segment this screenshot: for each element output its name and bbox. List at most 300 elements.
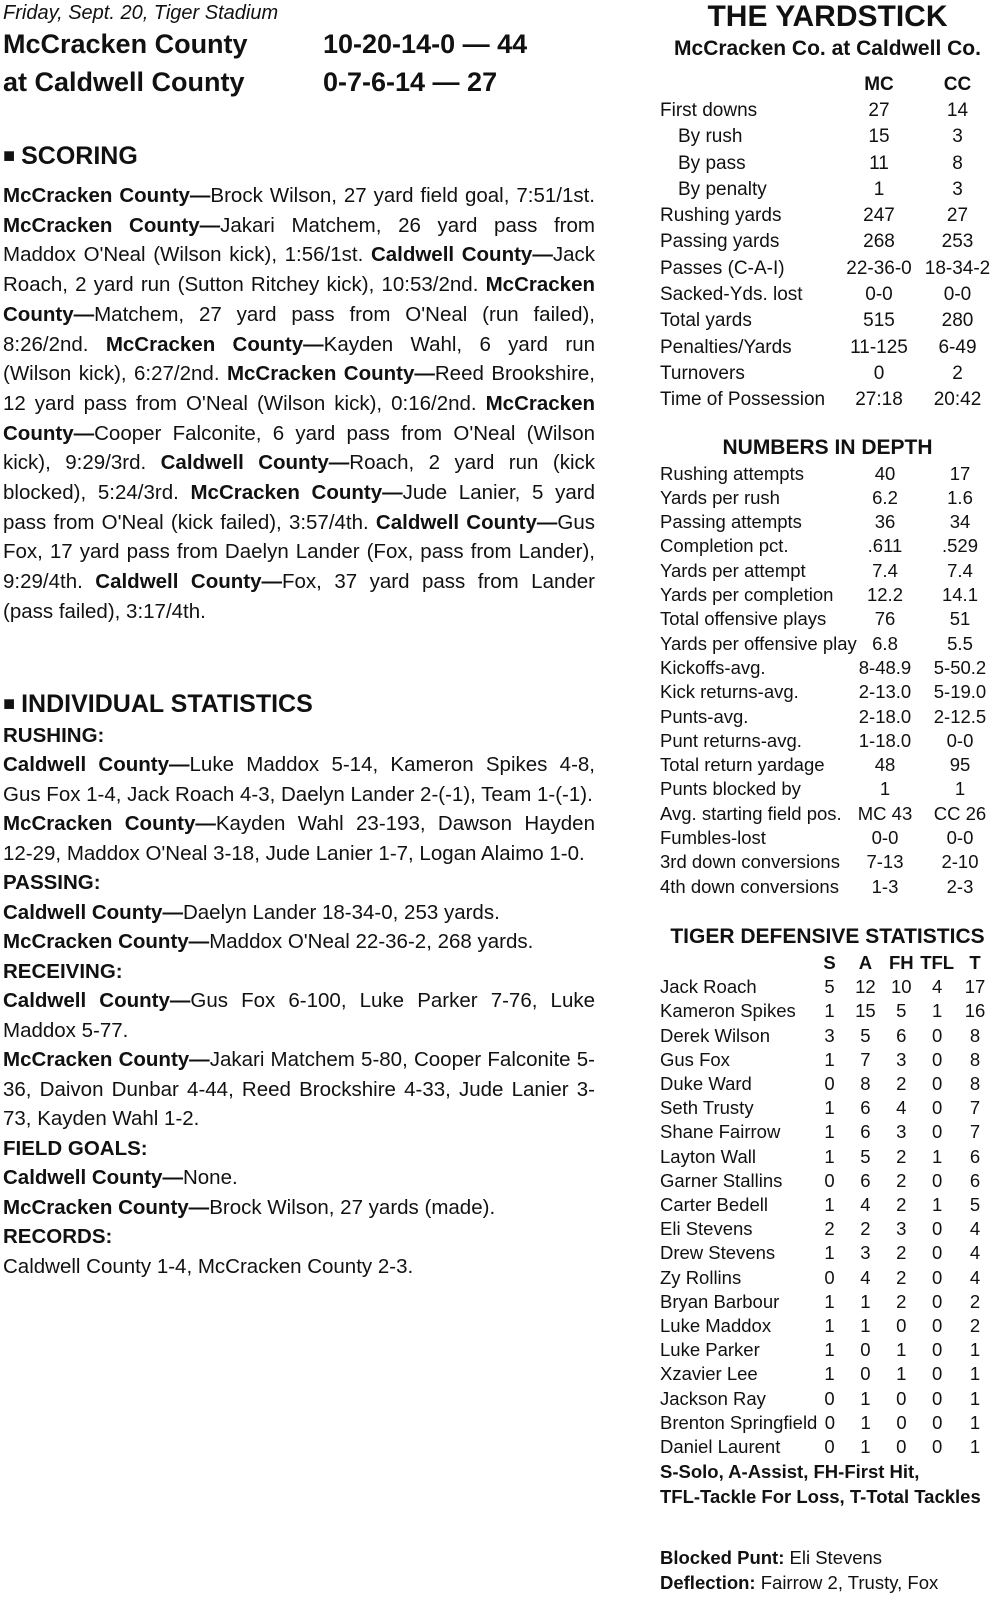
solo-tackles: 1 (824, 1339, 835, 1361)
column-header-cc: CC (943, 74, 972, 95)
player-name: Carter Bedell (660, 1193, 768, 1215)
defense-header-row (660, 951, 995, 975)
cc-value: 253 (941, 231, 974, 253)
defense-player-row (660, 1411, 995, 1435)
cc-value: 280 (941, 310, 974, 332)
cc-value: 20:42 (933, 389, 982, 411)
depth-row (660, 462, 995, 486)
player-name: Derek Wilson (660, 1024, 770, 1046)
scoring-team: McCracken County— (226, 362, 435, 386)
stat-label: Punts blocked by (660, 778, 801, 800)
yardstick-row (660, 387, 995, 413)
defense-player-row (660, 1096, 995, 1120)
defense-player-row (660, 1338, 995, 1362)
solo-tackles: 3 (824, 1024, 835, 1046)
mc-value: 2-13.0 (858, 681, 912, 703)
yardstick-row (660, 203, 995, 229)
assist-tackles: 3 (860, 1242, 871, 1264)
mc-value: 268 (863, 231, 895, 253)
yardstick-row (660, 229, 995, 255)
stat-label: Passing attempts (660, 511, 802, 533)
assist-tackles: 4 (860, 1193, 871, 1215)
assist-tackles: 6 (860, 1097, 871, 1119)
yardstick-subtitle: McCracken Co. at Caldwell Co. (674, 37, 981, 60)
stat-entry (3, 1045, 595, 1134)
depth-row (660, 486, 995, 510)
stat-entry (3, 1193, 595, 1223)
scoring-team: McCracken County— (3, 273, 595, 326)
solo-tackles: 0 (824, 1169, 835, 1191)
mc-value: 7.4 (872, 559, 898, 581)
solo-tackles: 2 (824, 1218, 835, 1240)
stat-label: Fumbles-lost (660, 827, 766, 849)
scoring-play: Kayden Wahl, 6 yard run (Wilson kick), 6:27/2nd. (3, 332, 595, 386)
cc-value: 0-0 (946, 827, 974, 849)
assist-tackles: 1 (860, 1314, 871, 1336)
defense-player-row (660, 1145, 995, 1169)
stat-text: Daelyn Lander 18-34-0, 253 yards. (182, 900, 500, 924)
note-label: Blocked Punt: (660, 1547, 785, 1569)
cc-value: 2-10 (941, 851, 979, 873)
cc-value: 95 (949, 754, 971, 776)
assist-tackles: 6 (860, 1169, 871, 1191)
stat-team: McCracken County— (3, 812, 216, 836)
tackles-for-loss: 0 (932, 1121, 943, 1143)
yardstick-row (660, 177, 995, 203)
mc-value: 6.2 (872, 486, 898, 508)
depth-row (660, 850, 995, 874)
cc-value: 0-0 (943, 284, 972, 306)
first-hits: 2 (896, 1242, 907, 1264)
total-tackles: 8 (969, 1024, 981, 1046)
cc-value: 5-50.2 (933, 656, 987, 678)
legend-line: S-Solo, A-Assist, FH-First Hit, (660, 1461, 920, 1483)
mc-value: 1 (873, 178, 885, 200)
stat-team: McCracken County— (3, 1048, 210, 1072)
tackles-for-loss: 0 (932, 1169, 943, 1191)
stat-label: Rushing attempts (660, 462, 804, 484)
depth-row (660, 753, 995, 777)
stat-label: Punt returns-avg. (660, 729, 802, 751)
defense-player-row (660, 1290, 995, 1314)
assist-tackles: 0 (860, 1363, 871, 1385)
tackles-for-loss: 0 (932, 1339, 943, 1361)
note-text: Eli Stevens (784, 1547, 883, 1569)
header-spacer (660, 72, 838, 98)
tackles-for-loss: 0 (932, 1387, 943, 1409)
stat-label: First downs (660, 100, 758, 121)
solo-tackles: 1 (824, 1290, 835, 1312)
scoring-play: Jakari Matchem, 26 yard pass from Maddox O'Neal (Wilson kick), 1:56/1st. (3, 213, 595, 267)
stat-label: Penalties/Yards (660, 336, 792, 358)
stat-label: Yards per rush (660, 486, 780, 508)
linescore-home (3, 63, 595, 101)
individual-stats (3, 721, 595, 1282)
assist-tackles: 15 (855, 1000, 876, 1022)
first-hits: 1 (896, 1363, 907, 1385)
mc-value: .611 (867, 535, 903, 557)
scoring-team: Caldwell County— (370, 243, 553, 267)
stat-label: Kick returns-avg. (660, 681, 799, 703)
scoring-play: Matchem, 27 yard pass from O'Neal (run failed), 8:26/2nd. (3, 302, 595, 356)
solo-tackles: 1 (824, 1314, 835, 1336)
mc-value: 48 (874, 754, 896, 776)
dateline: Friday, Sept. 20, Tiger Stadium (3, 2, 279, 24)
player-name: Drew Stevens (660, 1242, 776, 1264)
column-header: FH (888, 951, 914, 973)
total-tackles: 6 (969, 1169, 981, 1191)
stat-text: None. (182, 1166, 238, 1190)
mc-value: 8-48.9 (858, 656, 912, 678)
defense-notes (660, 1545, 995, 1595)
total-tackles: 2 (969, 1290, 981, 1312)
first-hits: 0 (896, 1411, 907, 1433)
total-tackles: 8 (969, 1072, 981, 1094)
column-header: S (823, 951, 836, 973)
yardstick-header-row (660, 72, 995, 98)
mc-value: 27 (868, 100, 890, 121)
cc-value: 1.6 (947, 486, 973, 508)
defense-player-row (660, 1387, 995, 1411)
player-name: Zy Rollins (660, 1266, 742, 1288)
mc-value: 15 (868, 126, 890, 148)
stat-label: Total yards (660, 310, 752, 332)
player-name: Bryan Barbour (660, 1290, 780, 1312)
yardstick-column (660, 0, 995, 1595)
tackles-for-loss: 0 (932, 1411, 943, 1433)
tackles-for-loss: 0 (932, 1242, 943, 1264)
total-tackles: 8 (969, 1048, 981, 1070)
team-line-score: 10-20-14-0 — 44 (323, 29, 528, 59)
player-name: Daniel Laurent (660, 1435, 781, 1457)
scoring-team: Caldwell County— (95, 570, 282, 594)
defense-player-row (660, 1266, 995, 1290)
mc-value: 7-13 (866, 851, 904, 873)
stat-entry (3, 898, 595, 928)
player-name: Garner Stallins (660, 1169, 783, 1191)
defense-player-row (660, 999, 995, 1023)
depth-row (660, 559, 995, 583)
scoring-team: Caldwell County— (375, 510, 558, 534)
note-label: Deflection: (660, 1572, 756, 1594)
solo-tackles: 1 (824, 1000, 835, 1022)
depth-row (660, 729, 995, 753)
stat-text: Brock Wilson, 27 yards (made). (209, 1195, 496, 1219)
tackles-for-loss: 0 (932, 1266, 943, 1288)
cc-value: 14 (946, 100, 969, 121)
solo-tackles: 1 (824, 1145, 835, 1167)
mc-value: 11-125 (850, 336, 908, 358)
assist-tackles: 12 (855, 976, 876, 998)
note-line (660, 1570, 995, 1595)
player-name: Layton Wall (660, 1145, 756, 1167)
mc-value: 1 (879, 778, 891, 800)
first-hits: 2 (896, 1145, 907, 1167)
depth-title: NUMBERS IN DEPTH (722, 435, 933, 459)
yardstick-row (660, 151, 995, 177)
mc-value: 22-36-0 (846, 257, 912, 279)
player-name: Xzavier Lee (660, 1363, 758, 1385)
cc-value: 17 (949, 462, 971, 484)
stat-category: RECEIVING: (3, 959, 123, 983)
total-tackles: 7 (969, 1097, 981, 1119)
assist-tackles: 8 (860, 1072, 871, 1094)
depth-row (660, 583, 995, 607)
solo-tackles: 0 (824, 1072, 835, 1094)
mc-value: 0 (873, 362, 885, 384)
scoring-team: Caldwell County— (160, 451, 350, 475)
defense-table (660, 975, 995, 1459)
assist-tackles: 7 (860, 1048, 871, 1070)
stat-team: McCracken County— (3, 1195, 210, 1219)
depth-row (660, 680, 995, 704)
stat-label: Kickoffs-avg. (660, 656, 766, 678)
first-hits: 2 (896, 1169, 907, 1191)
defense-player-row (660, 1024, 995, 1048)
tackles-for-loss: 0 (932, 1048, 943, 1070)
yardstick-row (660, 361, 995, 387)
scoring-play: Jude Lanier, 5 yard pass from O'Neal (kick failed), 3:57/4th. (3, 481, 595, 534)
stat-category: FIELD GOALS: (3, 1136, 148, 1160)
cc-value: 8 (952, 152, 963, 174)
defense-player-row (660, 975, 995, 999)
column-header: T (969, 951, 981, 973)
assist-tackles: 0 (860, 1339, 871, 1361)
cc-value: CC 26 (933, 802, 987, 824)
assist-tackles: 5 (860, 1024, 871, 1046)
first-hits: 3 (896, 1048, 907, 1070)
stat-entry (3, 927, 595, 957)
first-hits: 2 (896, 1072, 907, 1094)
cc-value: 3 (952, 126, 963, 148)
player-name: Jackson Ray (660, 1387, 766, 1409)
assist-tackles: 2 (860, 1218, 871, 1240)
scoring-heading (3, 141, 595, 173)
stat-team: Caldwell County— (3, 900, 183, 924)
total-tackles: 1 (969, 1339, 981, 1361)
solo-tackles: 1 (824, 1193, 835, 1215)
cc-value: 5.5 (947, 632, 973, 654)
depth-row (660, 802, 995, 826)
stat-label: Yards per attempt (660, 559, 806, 581)
total-tackles: 1 (969, 1411, 981, 1433)
tackles-for-loss: 0 (932, 1363, 943, 1385)
mc-value: 11 (869, 152, 889, 174)
first-hits: 3 (896, 1218, 907, 1240)
first-hits: 5 (896, 1000, 907, 1022)
solo-tackles: 0 (824, 1266, 835, 1288)
player-name: Brenton Springfield (660, 1411, 818, 1433)
scoring-play: Cooper Falconite, 6 yard pass from O'Neal (Wilson kick), 9:29/3rd. (3, 421, 595, 475)
team-name: McCracken County (3, 29, 248, 59)
yardstick-title: THE YARDSTICK (707, 0, 948, 33)
tackles-for-loss: 0 (932, 1072, 943, 1094)
stat-text: Kayden Wahl 23-193, Dawson Hayden 12-29, Maddox O'Neal 3-18, Jude Lanier 1-7, Logan Alaimo 1-0. (3, 812, 595, 865)
cc-value: 34 (949, 511, 971, 533)
stat-label: Sacked-Yds. lost (660, 284, 803, 306)
assist-tackles: 4 (860, 1266, 871, 1288)
mc-value: 12.2 (866, 584, 903, 606)
player-name: Luke Parker (660, 1339, 760, 1361)
stat-label: Yards per offensive play (660, 632, 857, 654)
legend-line: TFL-Tackle For Loss, T-Total Tackles (660, 1486, 981, 1508)
individual-stats-heading (3, 689, 595, 721)
stat-label: Time of Possession (660, 389, 826, 411)
cc-value: 2-12.5 (933, 705, 987, 727)
defense-player-row (660, 1241, 995, 1265)
assist-tackles: 5 (860, 1145, 871, 1167)
depth-row (660, 777, 995, 801)
scoring-play: Gus Fox, 17 yard pass from Daelyn Lander (Fox, pass from Lander), 9:29/4th. (3, 510, 595, 594)
depth-table (660, 462, 995, 899)
yardstick-row (660, 98, 995, 124)
linescore-visitor (3, 25, 595, 63)
cc-value: 6-49 (938, 336, 977, 358)
mc-value: 36 (874, 511, 896, 533)
total-tackles: 1 (969, 1363, 981, 1385)
depth-row (660, 607, 995, 631)
team-line-score: 0-7-6-14 — 27 (323, 67, 498, 97)
player-name: Shane Fairrow (660, 1121, 781, 1143)
stat-label: Passes (C-A-I) (660, 257, 785, 279)
stat-entry (3, 1163, 595, 1193)
depth-row (660, 705, 995, 729)
stat-label: 3rd down conversions (660, 851, 840, 873)
solo-tackles: 5 (824, 976, 835, 998)
mc-value: 2-18.0 (858, 705, 912, 727)
first-hits: 6 (896, 1024, 907, 1046)
total-tackles: 5 (969, 1193, 981, 1215)
tackles-for-loss: 0 (932, 1024, 943, 1046)
scoring-play: Jack Roach, 2 yard run (Sutton Ritchey kick), 10:53/2nd. (3, 243, 595, 297)
stat-entry (3, 750, 595, 809)
tackles-for-loss: 4 (932, 976, 943, 998)
yardstick-table (660, 98, 995, 414)
stat-label: By penalty (678, 178, 767, 200)
first-hits: 2 (896, 1266, 907, 1288)
stat-label: Total offensive plays (660, 608, 827, 630)
stat-text: Maddox O'Neal 22-36-2, 268 yards. (209, 930, 534, 954)
mc-value: 0-0 (871, 827, 899, 849)
header-spacer (660, 951, 812, 975)
total-tackles: 2 (969, 1314, 981, 1336)
solo-tackles: 1 (824, 1242, 835, 1264)
depth-row (660, 534, 995, 558)
tackles-for-loss: 0 (932, 1314, 943, 1336)
tackles-for-loss: 0 (932, 1218, 943, 1240)
stat-category: RECORDS: (3, 1225, 113, 1249)
stat-label: Punts-avg. (660, 705, 749, 727)
scoring-team: McCracken County— (3, 391, 595, 445)
player-name: Duke Ward (660, 1072, 752, 1094)
cc-value: 1 (954, 778, 966, 800)
first-hits: 4 (896, 1097, 907, 1119)
square-bullet-icon: ■ (3, 692, 16, 715)
assist-tackles: 1 (860, 1435, 871, 1457)
tackles-for-loss: 0 (932, 1435, 943, 1457)
note-text: Fairrow 2, Trusty, Fox (755, 1572, 939, 1594)
total-tackles: 16 (964, 1000, 986, 1022)
first-hits: 0 (896, 1387, 907, 1409)
stat-label: Completion pct. (660, 535, 789, 557)
scoring-play: Reed Brookshire, 12 yard pass from O'Neal (Wilson kick), 0:16/2nd. (3, 362, 595, 415)
total-tackles: 7 (969, 1121, 981, 1143)
mc-value: 76 (874, 608, 896, 630)
mc-value: 6.8 (872, 632, 898, 654)
depth-row (660, 632, 995, 656)
total-tackles: 4 (969, 1218, 981, 1240)
cc-value: 3 (952, 178, 963, 200)
stat-entry (3, 809, 595, 868)
cc-value: 7.4 (947, 559, 973, 581)
player-name: Eli Stevens (660, 1218, 753, 1240)
total-tackles: 4 (969, 1266, 981, 1288)
defense-player-row (660, 1314, 995, 1338)
scoring-summary (3, 181, 595, 627)
stat-label: Rushing yards (660, 205, 782, 227)
first-hits: 1 (896, 1339, 907, 1361)
defense-legend (660, 1459, 995, 1509)
mc-value: 0-0 (865, 284, 893, 306)
stat-team: Caldwell County— (3, 1166, 183, 1190)
assist-tackles: 1 (860, 1387, 871, 1409)
tackles-for-loss: 1 (932, 1145, 943, 1167)
mc-value: 515 (863, 310, 895, 332)
first-hits: 0 (896, 1435, 907, 1457)
stat-text: Jakari Matchem 5-80, Cooper Falconite 5-36, Daivon Dunbar 4-44, Reed Brockshire 4-33, Jude Lanier 3-73, Kayden Wahl 1-2. (3, 1048, 595, 1131)
solo-tackles: 1 (824, 1048, 835, 1070)
player-name: Jack Roach (660, 976, 757, 998)
stat-team: McCracken County— (3, 930, 210, 954)
stat-label: By pass (678, 152, 746, 174)
column-header-mc: MC (864, 74, 894, 95)
solo-tackles: 0 (824, 1411, 836, 1433)
player-name: Seth Trusty (660, 1097, 754, 1119)
solo-tackles: 1 (824, 1097, 835, 1119)
defense-player-row (660, 1193, 995, 1217)
stat-entry (3, 1252, 595, 1282)
stat-label: Yards per completion (660, 584, 834, 606)
defense-player-row (660, 1169, 995, 1193)
depth-row (660, 510, 995, 534)
stat-entry (3, 986, 595, 1045)
solo-tackles: 0 (824, 1435, 835, 1457)
scoring-play: Roach, 2 yard run (kick blocked), 5:24/3rd. (3, 451, 595, 505)
total-tackles: 1 (969, 1435, 981, 1457)
note-line (660, 1545, 995, 1570)
stat-text: Caldwell County 1-4, McCracken County 2-3. (3, 1254, 414, 1278)
first-hits: 10 (890, 976, 912, 998)
defense-player-row (660, 1048, 995, 1072)
stat-team: Caldwell County— (3, 989, 191, 1013)
scoring-play: Fox, 37 yard pass from Lander (pass failed), 3:17/4th. (3, 570, 596, 623)
cc-value: .529 (941, 535, 978, 557)
tackles-for-loss: 0 (932, 1290, 943, 1312)
depth-row (660, 826, 995, 850)
mc-value: 247 (863, 205, 895, 227)
stat-label: Passing yards (660, 231, 780, 253)
stat-label: Turnovers (660, 362, 745, 384)
column-header: TFL (920, 951, 955, 973)
cc-value: 2-3 (946, 875, 974, 897)
total-tackles: 4 (969, 1242, 981, 1264)
stat-label: 4th down conversions (660, 875, 839, 897)
stat-category: PASSING: (3, 871, 101, 895)
column-header: A (858, 951, 873, 973)
scoring-team: McCracken County— (105, 332, 324, 356)
scoring-heading-text: SCORING (21, 142, 138, 170)
solo-tackles: 1 (824, 1121, 835, 1143)
